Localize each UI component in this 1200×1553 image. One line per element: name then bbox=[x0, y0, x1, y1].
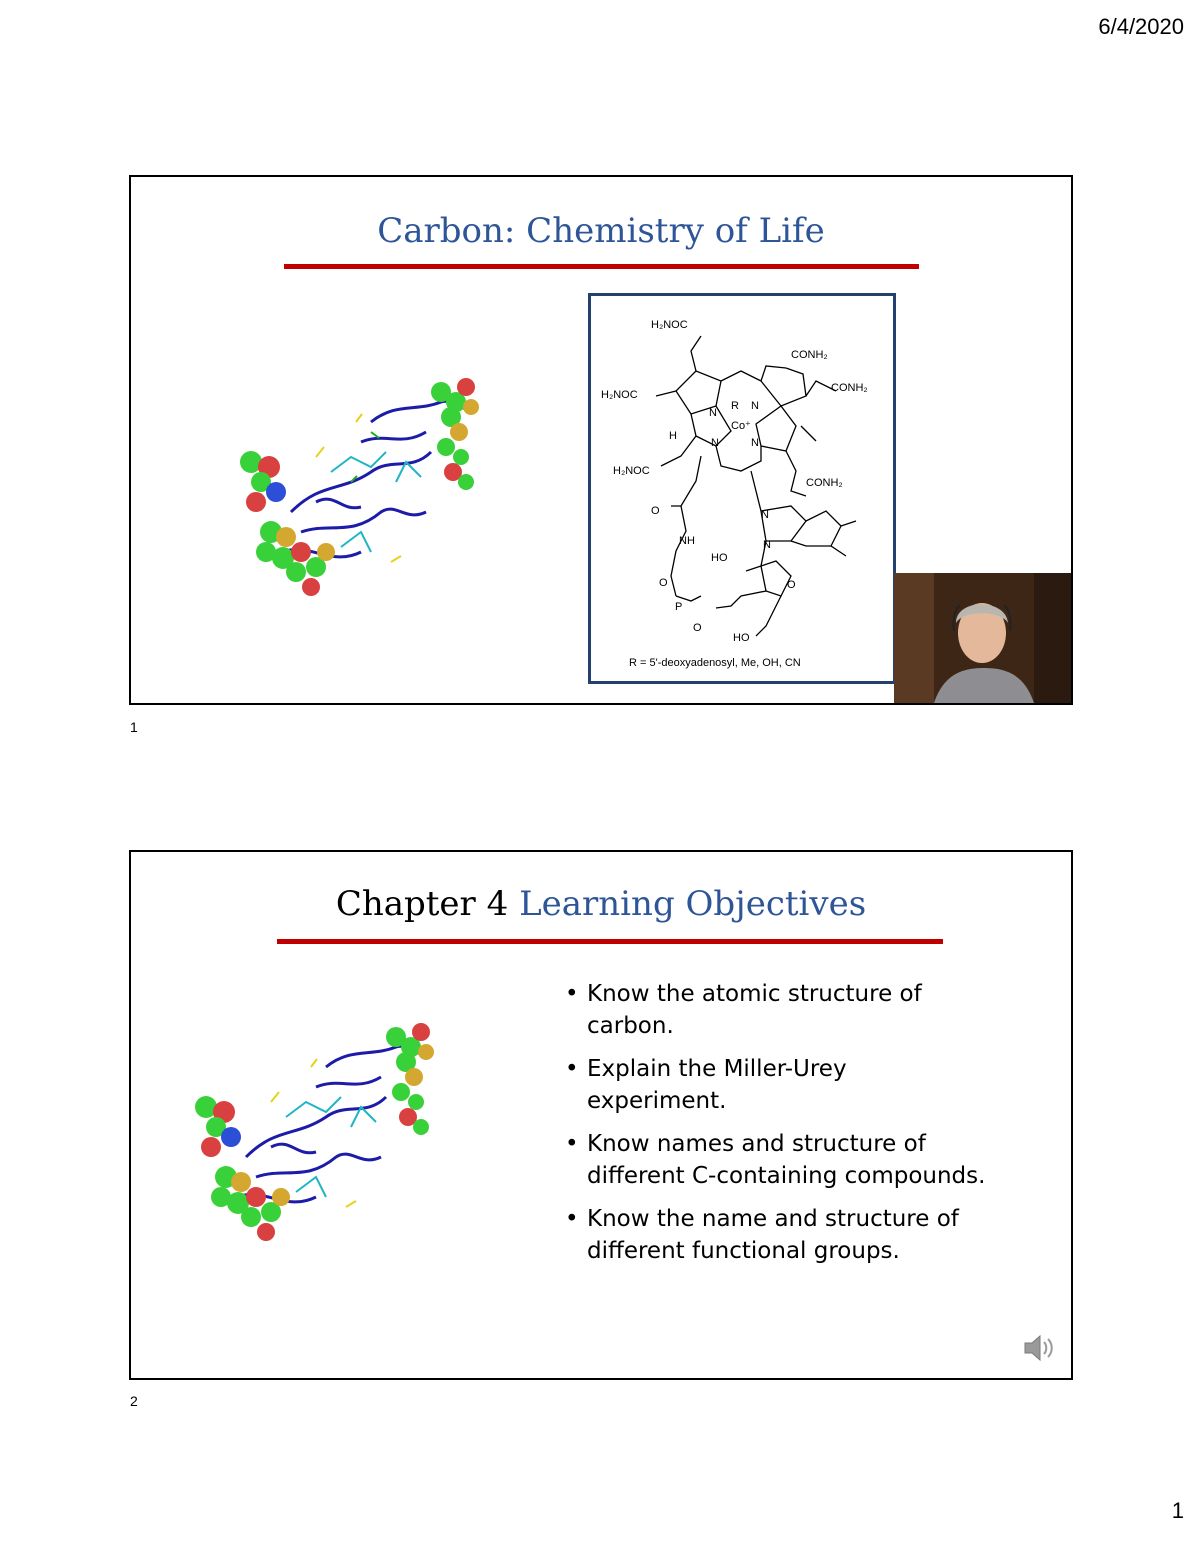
struct-label: O bbox=[693, 622, 702, 634]
title-underline bbox=[284, 264, 919, 269]
struct-label: Co⁺ bbox=[731, 420, 751, 432]
struct-label: N bbox=[751, 437, 759, 449]
struct-label: O bbox=[651, 505, 660, 517]
struct-label: CONH₂ bbox=[791, 349, 828, 361]
learning-objectives-list bbox=[563, 978, 993, 1278]
struct-label: H₂NOC bbox=[601, 389, 638, 401]
slide-title-objectives: Learning Objectives bbox=[519, 884, 867, 924]
struct-label: O bbox=[659, 577, 668, 589]
struct-label: N bbox=[763, 539, 771, 551]
struct-label: H₂NOC bbox=[651, 319, 688, 331]
struct-label: H bbox=[669, 430, 677, 442]
struct-label: CONH₂ bbox=[831, 382, 868, 394]
list-item: • Know names and structure of different C-containing compounds. bbox=[563, 1128, 993, 1192]
struct-label: HO bbox=[733, 632, 750, 644]
title-underline bbox=[277, 939, 943, 944]
cobalamin-structure-diagram bbox=[591, 296, 893, 681]
presenter-webcam bbox=[894, 573, 1072, 703]
list-item: • Know the atomic structure of carbon. bbox=[563, 978, 993, 1042]
slide-number: 2 bbox=[130, 1393, 138, 1409]
struct-label: N bbox=[709, 407, 717, 419]
struct-label: N bbox=[711, 437, 719, 449]
struct-label: P bbox=[675, 601, 683, 613]
slide-title: Carbon: Chemistry of Life bbox=[377, 211, 825, 251]
page-number: 1 bbox=[1171, 1498, 1184, 1523]
list-item: • Know the name and structure of different functional groups. bbox=[563, 1203, 993, 1267]
struct-label: N bbox=[761, 509, 769, 521]
struct-label: R bbox=[731, 400, 739, 412]
struct-label: NH bbox=[679, 535, 695, 547]
slide-title-chapter: Chapter 4 bbox=[335, 884, 509, 924]
page-date: 6/4/2020 bbox=[1098, 14, 1184, 39]
struct-label: O bbox=[787, 579, 796, 591]
chemical-structure-box bbox=[588, 293, 896, 684]
slide-2 bbox=[129, 850, 1073, 1380]
struct-label: N bbox=[751, 400, 759, 412]
slide-number: 1 bbox=[130, 719, 138, 735]
slide-1 bbox=[129, 175, 1073, 705]
protein-structure-image bbox=[176, 1007, 476, 1257]
list-item: • Explain the Miller-Urey experiment. bbox=[563, 1053, 993, 1117]
protein-structure-image bbox=[221, 362, 521, 612]
struct-label: CONH₂ bbox=[806, 477, 843, 489]
slide-title bbox=[131, 884, 1071, 924]
speaker-icon[interactable] bbox=[1021, 1330, 1057, 1366]
struct-label: HO bbox=[711, 552, 728, 564]
struct-label: H₂NOC bbox=[613, 465, 650, 477]
structure-caption: R = 5'-deoxyadenosyl, Me, OH, CN bbox=[629, 657, 801, 669]
